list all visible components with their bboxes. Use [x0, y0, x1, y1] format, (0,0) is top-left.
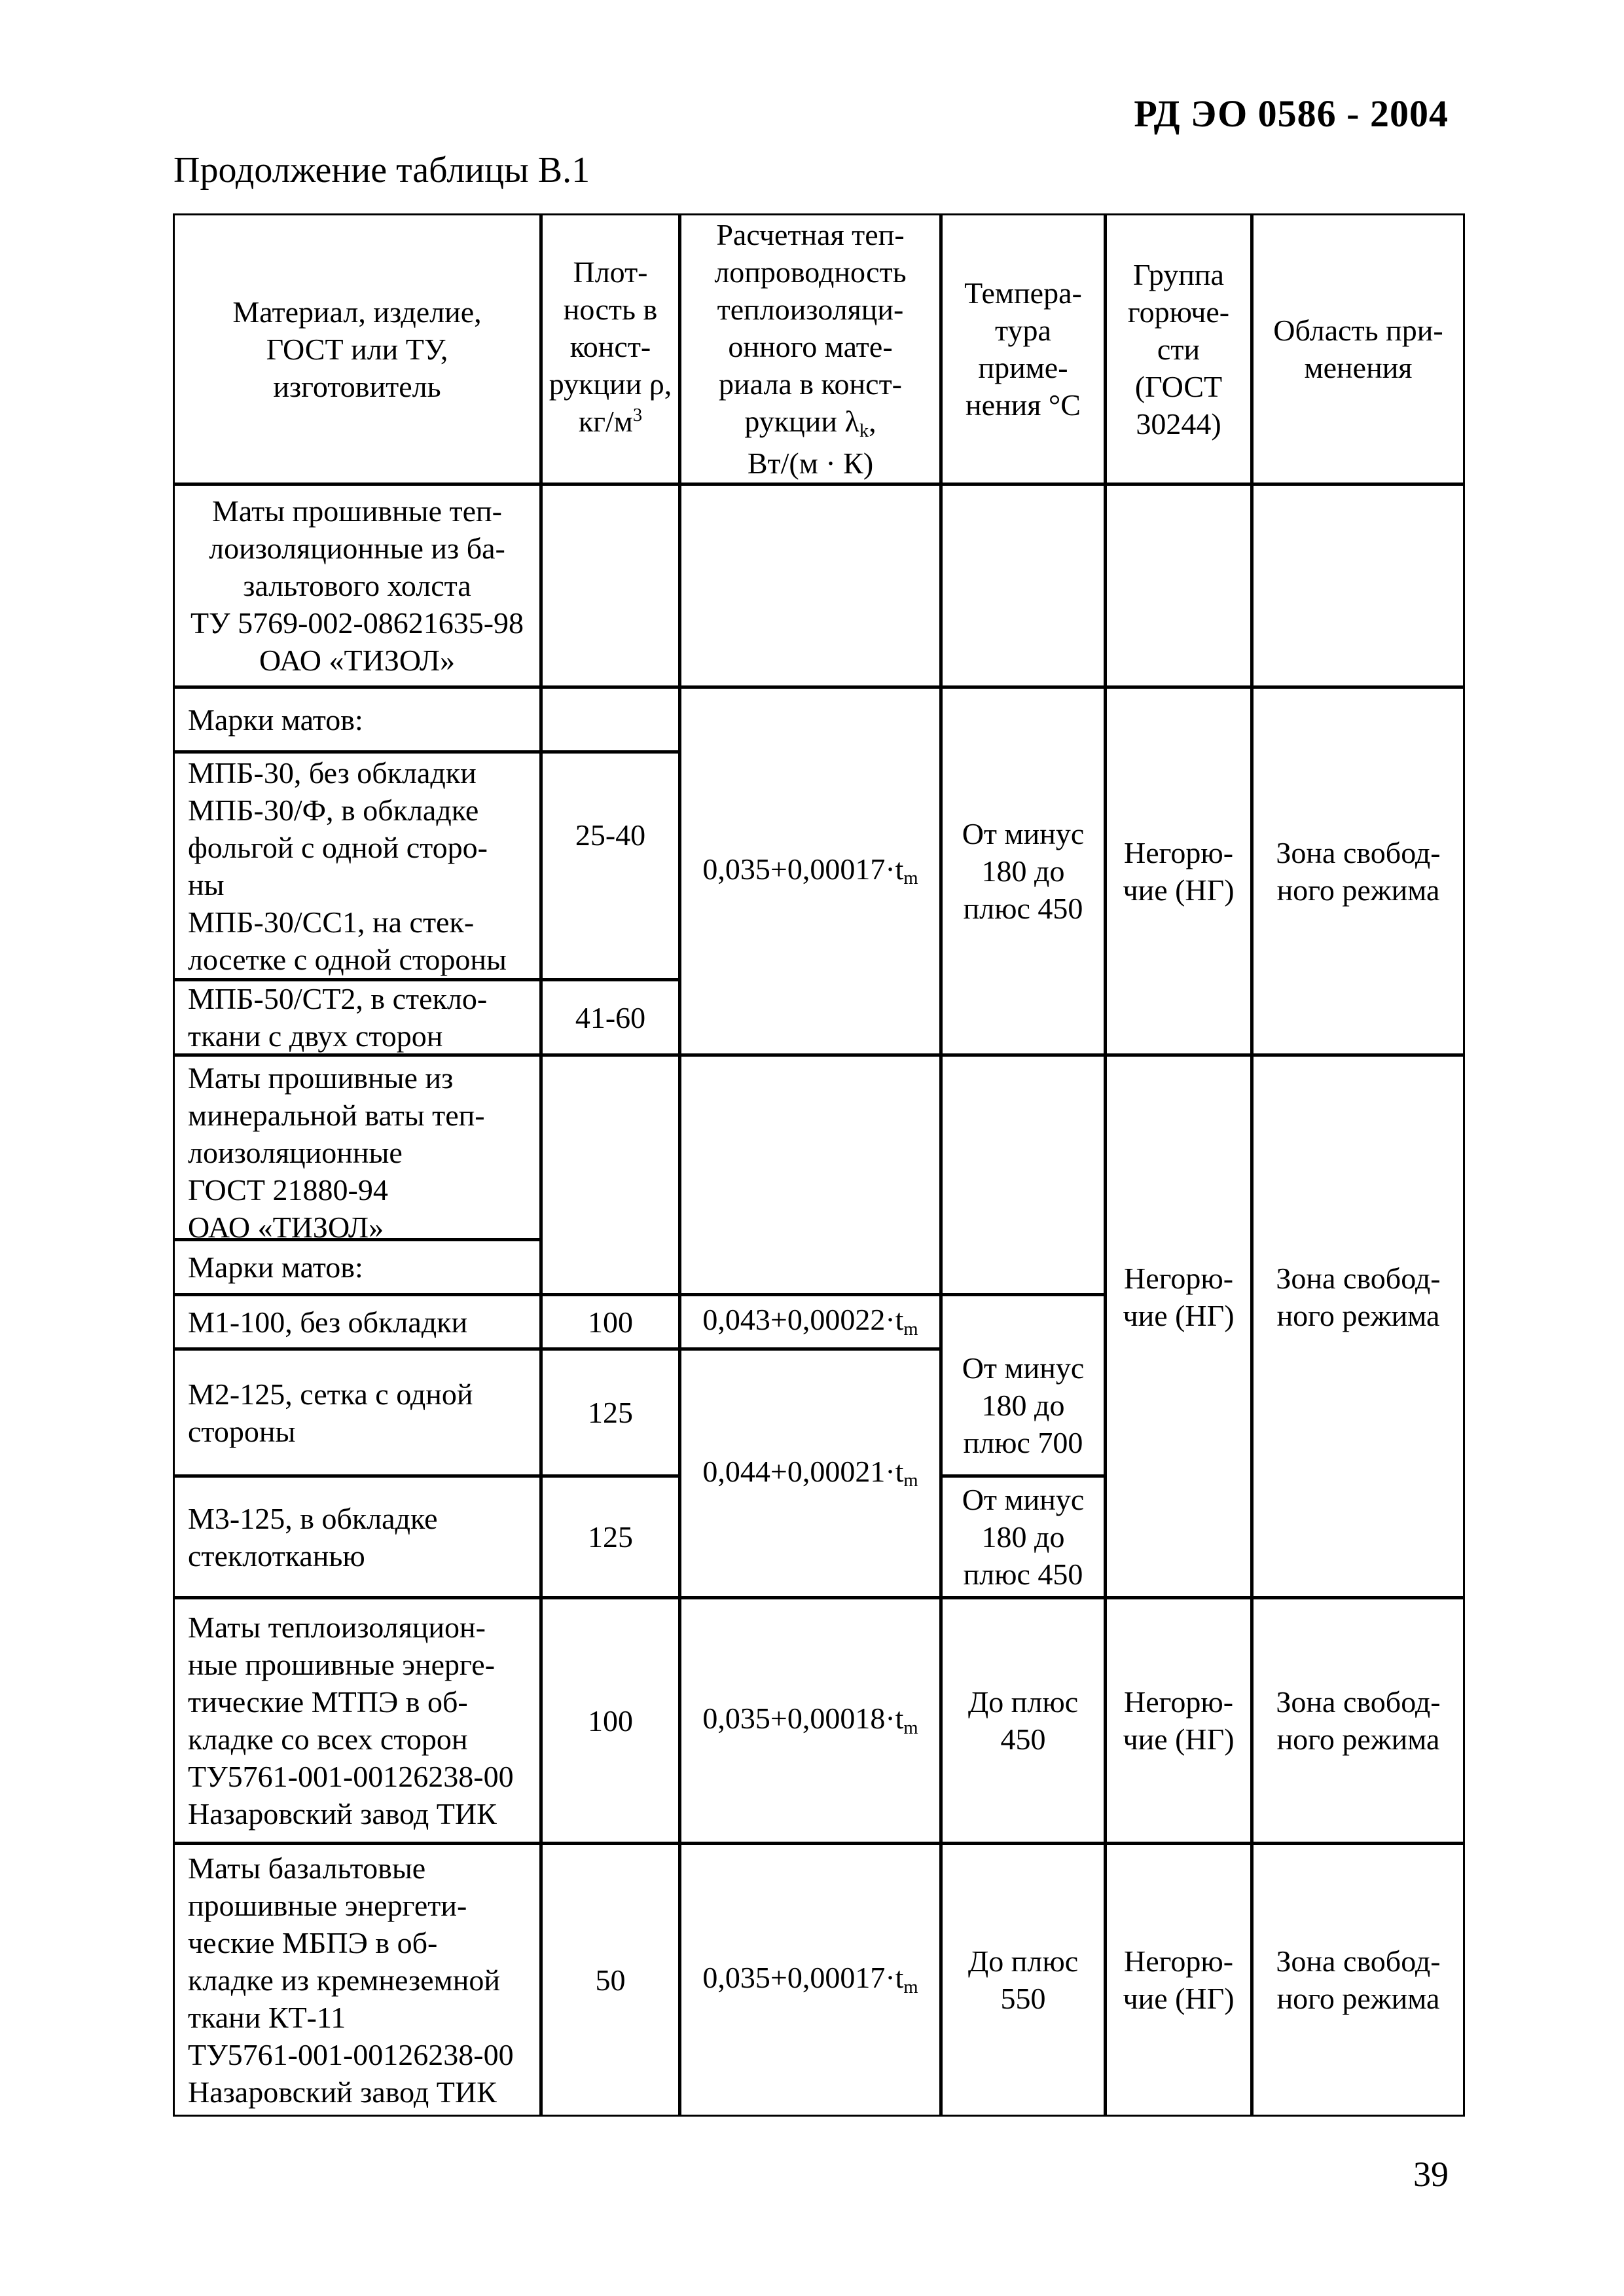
empty-cell	[541, 1055, 680, 1295]
m1-100-density: 100	[541, 1294, 680, 1349]
empty-cell	[941, 1055, 1106, 1295]
mpb-conductivity: 0,035+0,00017·tm	[679, 687, 941, 1055]
mbpe-conductivity: 0,035+0,00017·tm	[679, 1843, 941, 2117]
header-temperature: Темпера- тура приме- нения °С	[941, 213, 1106, 484]
empty-cell	[1105, 484, 1252, 687]
mtpe-flammability: Негорю- чие (НГ)	[1105, 1597, 1252, 1844]
m2-m3-conductivity: 0,044+0,00021·tm	[679, 1349, 941, 1598]
mpb-application: Зона свобод- ного режима	[1252, 687, 1465, 1055]
m3-125-density: 125	[541, 1476, 680, 1598]
table-row-mbpe-material: Маты базальтовые прошивные энергети- ческие МБПЭ в об- кладке из кремнеземной ткани КТ-11 ТУ5761-001-00126238-00 Назаровский завод ТИК	[173, 1843, 541, 2117]
mineral-application: Зона свобод- ного режима	[1252, 1055, 1465, 1598]
table-row-mpb50-material: МПБ-50/СТ2, в стекло- ткани с двух сторон	[173, 979, 541, 1055]
table-row-m1-100-material: М1-100, без обкладки	[173, 1294, 541, 1349]
mbpe-application: Зона свобод- ного режима	[1252, 1843, 1465, 2117]
mtpe-conductivity: 0,035+0,00018·tm	[679, 1597, 941, 1844]
empty-cell	[679, 484, 941, 687]
table-row-mtpe-material: Маты теплоизоляцион- ные прошивные энерге- тические МТПЭ в об- кладке со всех сторон ТУ5761-001-00126238-00 Назаровский завод ТИК	[173, 1597, 541, 1844]
mbpe-temperature: До плюс 550	[941, 1843, 1106, 2117]
empty-cell	[679, 1055, 941, 1295]
table-row-basalt-mats-material: Маты прошивные теп- лоизоляционные из ба- зальтового холста ТУ 5769-002-08621635-98 ОАО «ТИЗОЛ»	[173, 484, 541, 687]
header-flammability: Группа горюче- сти (ГОСТ 30244)	[1105, 213, 1252, 484]
header-density: Плот- ность в конст- рукции ρ, $кг/м^3$	[541, 213, 680, 484]
empty-cell	[541, 687, 680, 752]
page-number: 39	[1413, 2155, 1449, 2194]
table-row-mpb30-material: МПБ-30, без обкладки МПБ-30/Ф, в обкладке фольгой с одной сторо- ны МПБ-30/СС1, на стек- лосетке с одной стороны	[173, 752, 541, 980]
mpb-flammability: Негорю- чие (НГ)	[1105, 687, 1252, 1055]
m3-125-temperature: От минус 180 до плюс 450	[941, 1476, 1106, 1598]
mpb-temperature: От минус 180 до плюс 450	[941, 687, 1106, 1055]
mtpe-density: 100	[541, 1597, 680, 1844]
empty-cell	[1252, 484, 1465, 687]
mpb30-density: 25-40	[541, 752, 680, 980]
marks-label: Марки матов:	[173, 1239, 541, 1295]
header-conductivity: Расчетная теп- лопроводность теплоизоляци- онного мате- риала в конст- рукции λk, Вт/(м · К)	[679, 213, 941, 484]
m1-100-conductivity: 0,043+0,00022·tm	[679, 1294, 941, 1349]
empty-cell	[941, 484, 1106, 687]
marks-label: Марки матов:	[173, 687, 541, 752]
mbpe-flammability: Негорю- чие (НГ)	[1105, 1843, 1252, 2117]
mpb50-density: 41-60	[541, 979, 680, 1055]
mtpe-application: Зона свобод- ного режима	[1252, 1597, 1465, 1844]
table-row-mineral-mats-material: Маты прошивные из минеральной ваты теп- лоизоляционные ГОСТ 21880-94 ОАО «ТИЗОЛ»	[173, 1055, 541, 1240]
table-row-m2-125-material: М2-125, сетка с одной стороны	[173, 1349, 541, 1476]
header-application: Область при- менения	[1252, 213, 1465, 484]
header-material: Материал, изделие, ГОСТ или ТУ, изготовитель	[173, 213, 541, 484]
mbpe-density: 50	[541, 1843, 680, 2117]
table-caption: Продолжение таблицы В.1	[173, 150, 590, 191]
mineral-flammability: Негорю- чие (НГ)	[1105, 1055, 1252, 1598]
m1-m2-temperature: От минус 180 до плюс 700	[941, 1294, 1106, 1476]
m2-125-density: 125	[541, 1349, 680, 1476]
document-code: РД ЭО 0586 - 2004	[1134, 92, 1449, 135]
mtpe-temperature: До плюс 450	[941, 1597, 1106, 1844]
empty-cell	[541, 484, 680, 687]
table-row-m3-125-material: М3-125, в обкладке стеклотканью	[173, 1476, 541, 1598]
